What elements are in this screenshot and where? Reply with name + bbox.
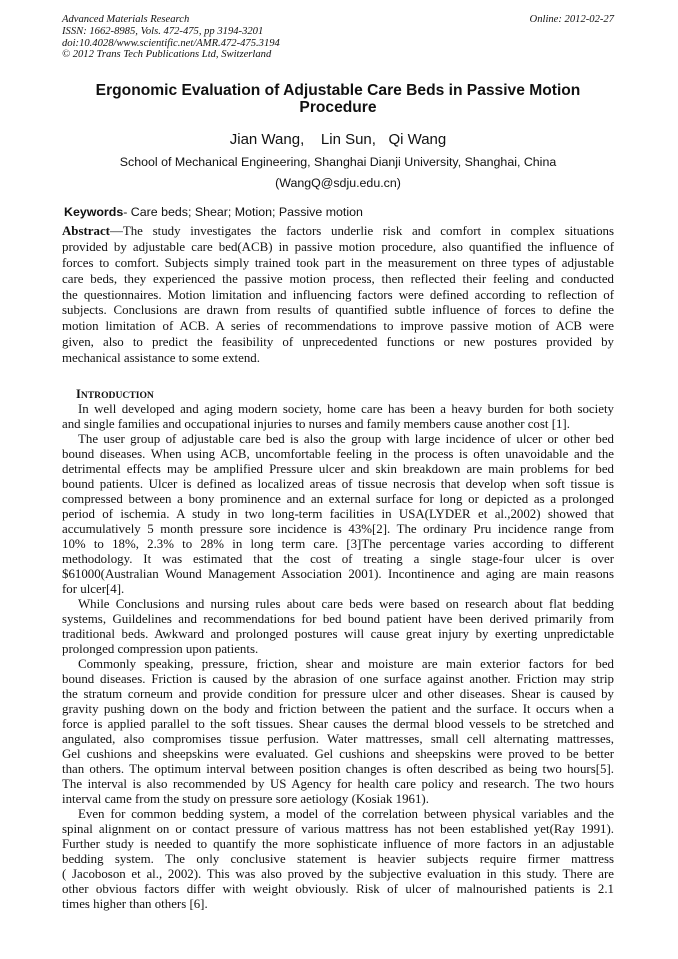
text-line: bound diseases. When using ACB, uncomfortable feeling in the process is often unavoidable and the — [62, 447, 614, 461]
abstract-line: the questionnaires. Motion limitation and influencing factors were defined according to reflection of — [62, 287, 614, 302]
text-line: systems, Guildelines and recommendations for bed bound patient have been derived primarily from — [62, 612, 614, 626]
text-line: Further study is needed to quantify the more sophisticate influence of more factors in an adjustable — [62, 837, 614, 851]
paragraph — [62, 402, 614, 432]
text-line: bedding system. The only conclusive statement is heavier subjects require firmer mattress — [62, 852, 614, 866]
abstract-line: motion limitation of ACB. A series of recommendations to improve passive motion of ACB were — [62, 319, 614, 334]
text-line: Commonly speaking, pressure, friction, shear and moisture are main exterior factors for bed — [78, 657, 614, 671]
text-line: $61000(Australian Wound Management Association 2001). Incontinence and aging are main reasons — [62, 567, 614, 581]
abstract-line: provided by adjustable care bed(ACB) in passive motion procedure, also quantified the influence of — [62, 239, 614, 254]
paragraph — [62, 432, 614, 597]
abstract-label: Abstract — [62, 224, 110, 238]
text-line: angulated, also compromises tissue perfusion. Water mattresses, small cell alternating mattresses, — [62, 732, 614, 746]
paragraph — [62, 657, 614, 807]
heading-initial: I — [76, 387, 81, 401]
text-line: force is applied parallel to the soft tissues. Shear causes the dermal blood vessels to be stretched and — [62, 717, 614, 731]
text-line: prolonged compression upon patients. — [62, 642, 259, 656]
text-line: compressed between a bony prominence and an external surface for long or depicted as a prolonged — [62, 492, 614, 506]
abstract-line — [62, 224, 614, 240]
text-line: Even for common bedding system, a model of the correlation between physical variables and the — [78, 807, 614, 821]
abstract-text: —The study investigates the factors underlie risk and comfort in complex situations — [109, 224, 614, 238]
email: (WangQ@sdju.edu.cn) — [275, 176, 401, 190]
text-line: bound patients. Ulcer is defined as localized areas of tissue necrosis that develop when soft tissue is — [62, 477, 614, 491]
keywords-label: Keywords — [64, 205, 124, 219]
text-line: Gel cushions and sheepskins were evaluated. Gel cushions and sheepskins were proved to be better — [62, 747, 614, 761]
copyright: © 2012 Trans Tech Publications Ltd, Switzerland — [62, 49, 272, 61]
doi: doi:10.4028/www.scientific.net/AMR.472-475.3194 — [62, 37, 280, 49]
text-line: than others. The optimum interval between position changes is often described as being two hours[5]. — [62, 762, 614, 776]
text-line: accumulatively 5 month pressure sore incidence is 43%[2]. The ordinary Pru incidence range from — [62, 522, 614, 536]
journal-name: Advanced Materials Research — [62, 14, 190, 25]
text-line: other obvious factors differ with weight obviously. Risk of ulcer of malnourished patients is 2.1 — [62, 882, 614, 896]
text-line: bound diseases. Friction is caused by the abrasion of one surface against another. Friction may strip — [62, 672, 614, 686]
authors: Jian Wang, Lin Sun, Qi Wang — [229, 131, 447, 148]
text-line: detrimental effects may be amplified Pressure ulcer and skin breakdown are main problems for bed — [62, 462, 614, 476]
abstract-line: mechanical assistance to some extend. — [62, 351, 260, 366]
text-line: traditional beds. Awkward and prolonged postures will cause great injury by exerting unpredictable — [62, 627, 614, 641]
journal-header — [62, 14, 280, 61]
text-line: 10% to 18%, 2.3% to 28% in long term care. [3]The percentage varies according to different — [62, 537, 614, 551]
abstract-line: care beds, they experienced the passive motion process, then reflected their feeling and conducted — [62, 271, 614, 286]
text-line: In well developed and aging modern society, home care has been a heavy burden for both society — [78, 402, 614, 416]
text-line: times higher than others [6]. — [62, 897, 208, 911]
paragraph — [62, 807, 614, 912]
section-heading-introduction — [76, 387, 154, 402]
keywords — [64, 205, 363, 219]
text-line: While Conclusions and nursing rules about care beds were based on research about flat bedding — [78, 597, 614, 611]
text-line: spinal alignment on or contact pressure of various mattress has not been established yet(Ray 1991). — [62, 822, 614, 836]
text-line: and single families and occupational injuries to nurses and family members cause another cost [1]. — [62, 417, 570, 431]
title-line: Ergonomic Evaluation of Adjustable Care Beds in Passive Motion — [95, 82, 581, 99]
heading-rest: NTRODUCTION — [80, 390, 154, 401]
abstract-line: subjects. Conclusions are drawn from results of quantified subtle influence of forces to define the — [62, 303, 614, 318]
paper-title — [62, 82, 614, 116]
abstract-line: forces to comfort. Subjects simply trained took part in the measurement on three types of adjustable — [62, 255, 614, 270]
abstract-line: given, also to predict the feasibility of unprecedented functions or new postures provided by — [62, 335, 614, 350]
text-line: period of ischemia. A study in two long-term facilities in USA(LYDER et al.,2002) showed that — [62, 507, 614, 521]
affiliation: School of Mechanical Engineering, Shanghai Dianji University, Shanghai, China — [119, 155, 557, 169]
issn: ISSN: 1662-8985, Vols. 472-475, pp 3194-3201 — [62, 25, 264, 37]
introduction-body — [62, 402, 614, 912]
text-line: The user group of adjustable care bed is also the group with large incidence of ulcer or other bed — [78, 432, 614, 446]
paragraph — [62, 597, 614, 657]
keywords-text: - Care beds; Shear; Motion; Passive motion — [123, 205, 363, 219]
abstract — [62, 224, 614, 367]
title-line: Procedure — [299, 99, 377, 116]
online-date: Online: 2012-02-27 — [529, 14, 614, 25]
text-line: the stratum corneum and provide condition for pressure ulcer and other diseases. Shear is caused by — [62, 687, 614, 701]
text-line: methodology. It was estimated that the cost of treating a single stage-four ulcer is over — [62, 552, 614, 566]
text-line: ( Jacoboson et al., 2002). This was also proved by the subjective evaluation in this study. There are — [62, 867, 614, 881]
text-line: gravity pushing down on the body and friction between the patient and the surface. It occurs when a — [62, 702, 614, 716]
text-line: interval came from the study on pressure sore aetiology (Kosiak 1961). — [62, 792, 429, 806]
text-line: for ulcer[4]. — [62, 582, 125, 596]
text-line: The interval is also recommended by US Agency for health care policy and research. The two hours — [62, 777, 614, 791]
